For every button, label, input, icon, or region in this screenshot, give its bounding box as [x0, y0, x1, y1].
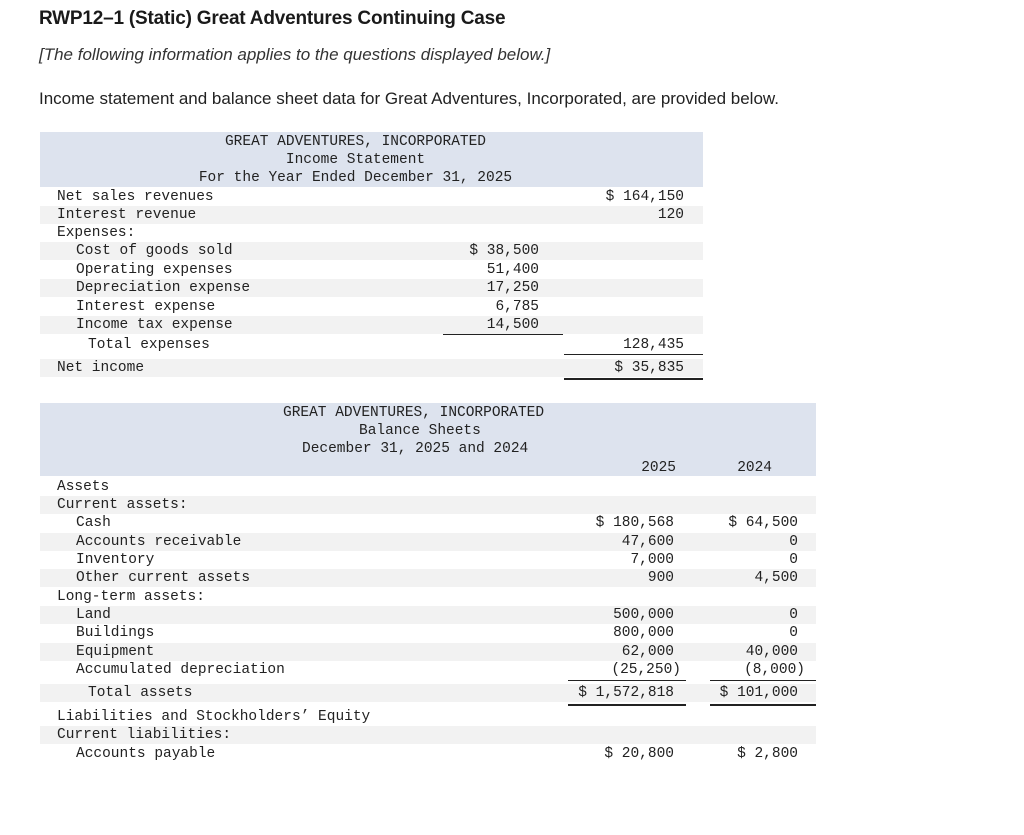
- is-row-total-expenses: [40, 336, 703, 354]
- is-row-expense: [40, 316, 703, 334]
- bs-label: Long-term assets:: [57, 589, 205, 605]
- bs-row-assets-heading: [40, 478, 816, 496]
- bs-label: Other current assets: [76, 570, 251, 586]
- bs-value-2025: $ 1,572,818: [578, 685, 674, 701]
- is-value: 6,785: [495, 299, 539, 315]
- is-row-net-income: [40, 359, 703, 377]
- is-label: Operating expenses: [76, 262, 233, 278]
- bs-label: Accumulated depreciation: [76, 662, 285, 678]
- bs-label: Accounts payable: [76, 746, 216, 762]
- is-value: 14,500: [486, 317, 539, 333]
- is-label: Income tax expense: [76, 317, 233, 333]
- is-company-name: GREAT ADVENTURES, INCORPORATED: [224, 134, 487, 150]
- income-statement-header: [40, 132, 703, 187]
- bs-row-total-assets: [40, 684, 816, 702]
- is-label: Net sales revenues: [57, 189, 214, 205]
- bs-row-liability: [40, 745, 816, 763]
- is-label: Interest expense: [76, 299, 216, 315]
- bs-statement-name: Balance Sheets: [359, 423, 481, 439]
- is-value: 51,400: [486, 262, 539, 278]
- bs-value-2025: 62,000: [621, 644, 674, 660]
- bs-row-long-term-heading: [40, 588, 816, 606]
- is-value: 128,435: [623, 337, 684, 353]
- is-row-expense: [40, 261, 703, 279]
- bs-label: Land: [76, 607, 111, 623]
- is-period: For the Year Ended December 31, 2025: [198, 170, 513, 186]
- bs-label: Buildings: [76, 625, 155, 641]
- is-label: Net income: [57, 360, 145, 376]
- bs-row-asset: [40, 533, 816, 551]
- bs-value-2024: 0: [789, 625, 798, 641]
- bs-label: Equipment: [76, 644, 155, 660]
- intro-text: Income statement and balance sheet data for Great Adventures, Incorporated, are provided below.: [39, 89, 779, 108]
- bs-subtotal-rule-2024: [710, 680, 816, 681]
- is-row-expense: [40, 242, 703, 260]
- bs-value-2025: 800,000: [613, 625, 674, 641]
- bs-label: Current liabilities:: [57, 727, 232, 743]
- bs-col-2025: 2025: [641, 460, 676, 476]
- is-label: Interest revenue: [57, 207, 197, 223]
- bs-value-2025: $ 20,800: [604, 746, 674, 762]
- bs-label: Assets: [57, 479, 110, 495]
- is-row-expenses-heading: [40, 224, 703, 242]
- bs-label: Inventory: [76, 552, 155, 568]
- bs-total-rule-2025: [568, 704, 686, 706]
- bs-company-name: GREAT ADVENTURES, INCORPORATED: [283, 405, 545, 421]
- is-label: Depreciation expense: [76, 280, 251, 296]
- bs-row-asset: [40, 661, 816, 679]
- bs-value-2024: $ 2,800: [737, 746, 798, 762]
- is-row-expense: [40, 279, 703, 297]
- is-subtotal-rule: [443, 334, 563, 335]
- bs-value-2024: $ 64,500: [728, 515, 798, 531]
- balance-sheet-table: [40, 403, 816, 764]
- is-value: $ 38,500: [469, 243, 539, 259]
- bs-label: Accounts receivable: [76, 534, 242, 550]
- is-row-interest-revenue: [40, 206, 703, 224]
- bs-value-2024: 4,500: [754, 570, 798, 586]
- bs-label: Cash: [76, 515, 111, 531]
- is-label: Expenses:: [57, 225, 136, 241]
- bs-label: Liabilities and Stockholders’ Equity: [57, 709, 371, 725]
- is-row-expense: [40, 298, 703, 316]
- is-value: 17,250: [486, 280, 539, 296]
- bs-value-2024: (8,000): [744, 662, 805, 678]
- bs-row-asset: [40, 551, 816, 569]
- bs-row-current-assets-heading: [40, 496, 816, 514]
- bs-row-liab-equity-heading: [40, 708, 816, 726]
- is-value: $ 164,150: [605, 189, 684, 205]
- bs-value-2025: 47,600: [621, 534, 674, 550]
- income-statement-table: [40, 132, 703, 382]
- bs-label: Total assets: [88, 685, 193, 701]
- bs-value-2024: 0: [789, 607, 798, 623]
- bs-value-2024: 0: [789, 552, 798, 568]
- is-double-rule: [564, 378, 703, 380]
- bs-value-2025: 7,000: [630, 552, 674, 568]
- bs-row-asset: [40, 606, 816, 624]
- is-label: Total expenses: [88, 337, 210, 353]
- bs-period: December 31, 2025 and 2024: [302, 441, 529, 457]
- bs-value-2025: 500,000: [613, 607, 674, 623]
- bs-total-rule-2024: [710, 704, 816, 706]
- balance-sheet-header: [40, 403, 816, 476]
- bs-row-asset: [40, 569, 816, 587]
- bs-row-asset: [40, 624, 816, 642]
- bs-col-2024: 2024: [737, 460, 772, 476]
- bs-value-2025: $ 180,568: [595, 515, 674, 531]
- bs-value-2024: 0: [789, 534, 798, 550]
- page-title: RWP12–1 (Static) Great Adventures Continuing Case: [39, 8, 506, 29]
- is-row-net-sales: [40, 188, 703, 206]
- bs-label: Current assets:: [57, 497, 188, 513]
- bs-value-2025: (25,250): [611, 662, 681, 678]
- is-value: $ 35,835: [614, 360, 684, 376]
- is-value: 120: [657, 207, 684, 223]
- is-label: Cost of goods sold: [76, 243, 233, 259]
- bs-value-2025: 900: [647, 570, 674, 586]
- info-note: [The following information applies to the questions displayed below.]: [39, 45, 551, 64]
- bs-subtotal-rule-2025: [568, 680, 686, 681]
- bs-row-asset: [40, 514, 816, 532]
- bs-value-2024: 40,000: [745, 644, 798, 660]
- bs-row-asset: [40, 643, 816, 661]
- bs-row-current-liab-heading: [40, 726, 816, 744]
- is-statement-name: Income Statement: [285, 152, 426, 168]
- bs-value-2024: $ 101,000: [719, 685, 798, 701]
- is-total-rule: [564, 354, 703, 355]
